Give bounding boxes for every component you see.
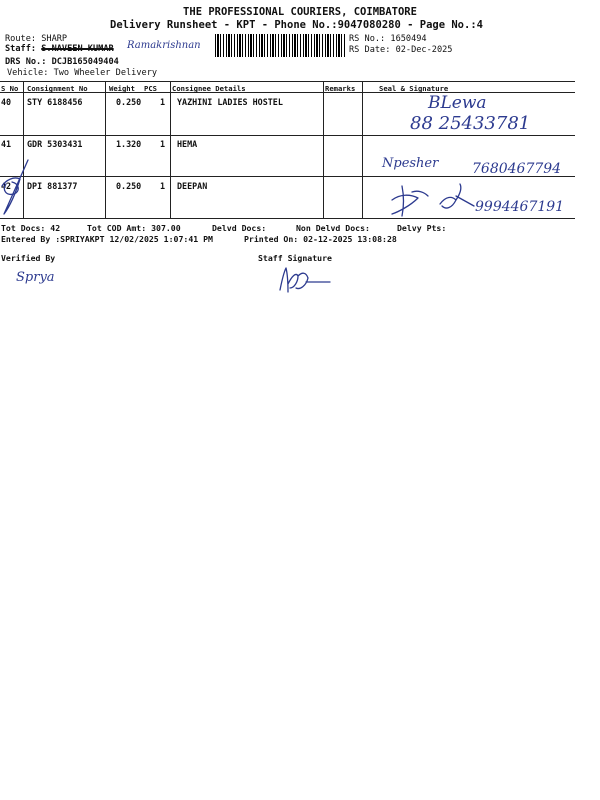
cell-pcs: 1 [160, 139, 166, 149]
delivered-docs: Delvd Docs: [212, 223, 267, 233]
col-header-consignee: Consignee Details [172, 84, 246, 93]
staff-label: Staff: [5, 44, 37, 54]
total-cod-amount: Tot COD Amt: 307.00 [87, 223, 181, 233]
cell-weight: 0.250 [116, 181, 142, 191]
cell-weight: 0.250 [116, 97, 142, 107]
cell-consignment: STY 6188456 [27, 97, 83, 107]
cell-sno: 41 [1, 139, 12, 149]
col-header-signature: Seal & Signature [379, 84, 449, 93]
signature-phone: 88 25433781 [410, 113, 531, 134]
vehicle-label: Vehicle: Two Wheeler Delivery [7, 68, 158, 78]
cell-sno: 42 [1, 181, 12, 191]
entered-by: Entered By :SPRIYAKPT 12/02/2025 1:07:41 PM [1, 234, 213, 244]
non-delivered-docs: Non Delvd Docs: [296, 223, 370, 233]
tick-mark [2, 160, 28, 214]
cell-consignee: DEEPAN [177, 181, 208, 191]
cell-consignee: HEMA [177, 139, 198, 149]
company-title: THE PROFESSIONAL COURIERS, COIMBATORE [183, 6, 417, 18]
col-header-pcs: PCS [144, 84, 157, 93]
delivery-points: Delvy Pts: [397, 223, 447, 233]
printed-on: Printed On: 02-12-2025 13:08:28 [244, 234, 397, 244]
route-label: Route: SHARP [5, 34, 68, 44]
signature-handwriting: Npesher [382, 156, 439, 171]
total-docs: Tot Docs: 42 [1, 223, 61, 233]
verified-by-label: Verified By [1, 253, 56, 263]
cell-consignment: GDR 5303431 [27, 139, 83, 149]
cell-sno: 40 [1, 97, 12, 107]
col-header-consignment: Consignment No [27, 84, 88, 93]
staff-signature-scribble [276, 262, 356, 302]
col-header-sno: S No [1, 84, 19, 93]
cell-pcs: 1 [160, 97, 166, 107]
signature-phone: 7680467794 [472, 161, 562, 177]
staff-name-handwritten: Ramakrishnan [127, 40, 201, 51]
verified-by-signature: Sprya [16, 270, 55, 285]
col-header-remarks: Remarks [325, 84, 356, 93]
drs-number: DRS No.: DCJB165049404 [5, 57, 119, 67]
rs-date: RS Date: 02-Dec-2025 [349, 45, 453, 55]
scribble-signature [392, 184, 474, 216]
rs-number: RS No.: 1650494 [349, 34, 427, 44]
runsheet-title: Delivery Runsheet - KPT - Phone No.:9047080280 - Page No.:4 [110, 19, 483, 31]
cell-pcs: 1 [160, 181, 166, 191]
staff-signature-label: Staff Signature [258, 253, 332, 263]
signature-phone: 9994467191 [475, 199, 565, 215]
circle-mark [4, 182, 18, 194]
signature-handwriting: BLewa [428, 93, 487, 113]
col-header-weight: Weight [109, 84, 135, 93]
cell-weight: 1.320 [116, 139, 142, 149]
staff-name-struck: S.NAVEEN KUMAR [41, 44, 114, 54]
cell-consignment: DPI 881377 [27, 181, 78, 191]
cell-consignee: YAZHINI LADIES HOSTEL [177, 97, 283, 107]
